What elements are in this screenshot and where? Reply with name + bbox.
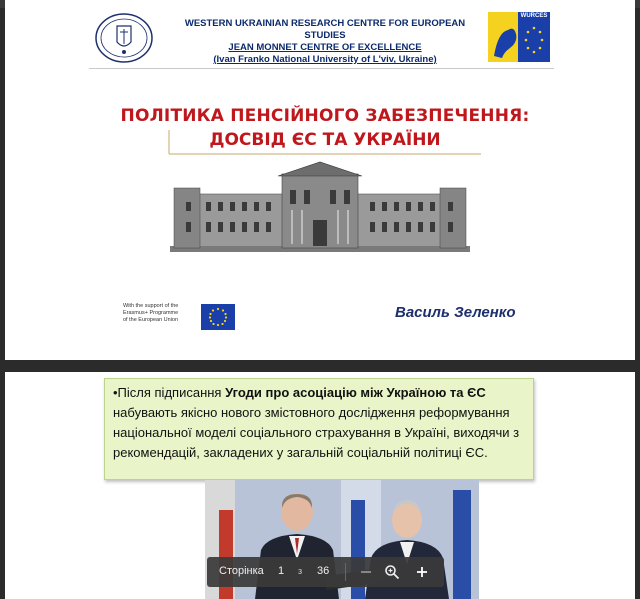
erasmus-line-1: With the support of the xyxy=(123,303,179,309)
total-pages: 36 xyxy=(317,565,330,577)
minus-icon xyxy=(359,565,373,579)
author-name: Василь Зеленко xyxy=(395,304,516,321)
zoom-out-button[interactable] xyxy=(353,559,379,585)
slide-text-rest: набувають якісно нового змістовного дослідження реформування національної моделі соціального страхування в Україні, виходячи з рекомендацій, закладених у загальній соціальній політиці ЄС. xyxy=(113,405,520,460)
wurces-logo xyxy=(488,12,550,62)
header-divider xyxy=(89,68,554,69)
header-line-1: WESTERN UKRAINIAN RESEARCH CENTRE FOR EUROPEAN STUDIES xyxy=(184,18,466,41)
current-page-number[interactable]: 1 xyxy=(278,565,285,577)
erasmus-support-text xyxy=(123,303,198,324)
toolbar-divider xyxy=(345,563,346,581)
erasmus-line-2: Erasmus+ Programme xyxy=(123,310,179,316)
erasmus-line-3: of the European Union xyxy=(123,317,179,323)
slide-title-line-2: ДОСВІД ЄС ТА УКРАЇНИ xyxy=(209,130,441,150)
centre-header-text xyxy=(165,18,485,66)
title-decoration-lines xyxy=(165,128,485,158)
plus-icon xyxy=(415,565,429,579)
header-line-2: JEAN MONNET CENTRE OF EXCELLENCE xyxy=(228,42,422,53)
page-separator: з xyxy=(298,566,303,576)
page-label: Сторінка xyxy=(219,565,264,577)
slide-1 xyxy=(5,0,635,360)
wurces-logo-text: WURCES xyxy=(518,12,550,20)
slide-title-line-1: ПОЛІТИКА ПЕНСІЙНОГО ЗАБЕЗПЕЧЕННЯ: xyxy=(120,106,530,126)
university-building-image xyxy=(170,160,470,254)
header-line-3: (Ivan Franko National University of L'viv, Ukraine) xyxy=(213,54,437,65)
slide-text-bold: Угоди про асоціацію між Україною та ЄС xyxy=(225,385,486,400)
eu-flag-icon xyxy=(201,304,235,330)
erasmus-support-block xyxy=(123,303,243,335)
fit-zoom-button[interactable] xyxy=(379,559,405,585)
zoom-in-button[interactable] xyxy=(409,559,435,585)
university-crest-logo xyxy=(93,12,155,64)
slide-text-intro: •Після підписання xyxy=(113,385,226,400)
slide-text-box xyxy=(104,378,534,480)
magnifier-icon xyxy=(384,564,400,580)
pdf-viewer-toolbar xyxy=(207,557,444,587)
